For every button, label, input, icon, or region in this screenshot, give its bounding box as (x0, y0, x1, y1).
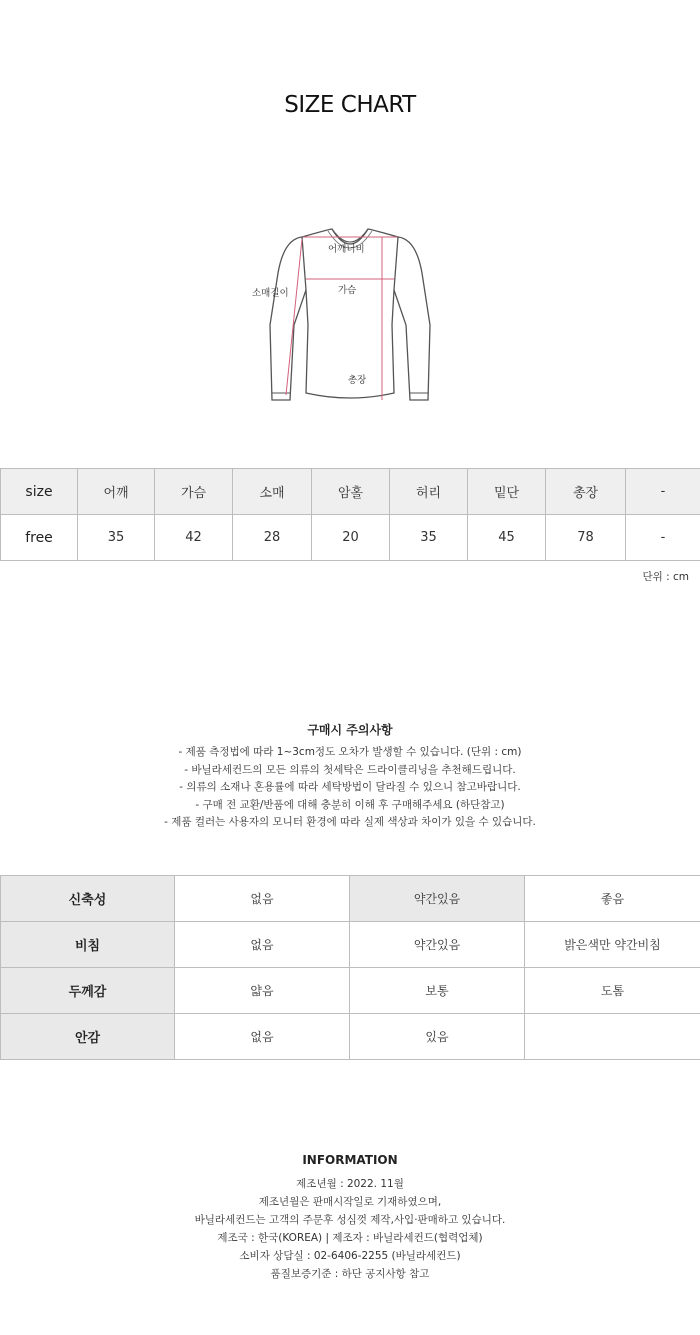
list-item: - 의류의 소재나 혼용률에 따라 세탁방법이 달라질 수 있으니 참고바랍니다. (179, 781, 521, 793)
info-line: 제조년월은 판매시작일로 기재하였으며, (258, 1196, 442, 1208)
attribute-option: 좋음 (525, 876, 700, 922)
notice-title: 구매시 주의사항 (307, 723, 393, 737)
attribute-option (525, 1014, 700, 1060)
table-cell: 78 (546, 515, 626, 561)
info-line: 바닐라세컨드는 고객의 주문후 성심껏 제작,사입·판매하고 있습니다. (194, 1214, 506, 1226)
information-title: INFORMATION (302, 1153, 398, 1167)
header-cell: 암홀 (312, 469, 390, 515)
table-cell: 28 (233, 515, 312, 561)
header-cell: 총장 (546, 469, 626, 515)
chest-label: 가슴 (338, 285, 357, 296)
attribute-option: 없음 (175, 922, 350, 968)
fabric-attributes-table (0, 875, 700, 1060)
attribute-option: 도톰 (525, 968, 700, 1014)
attribute-option: 보통 (350, 968, 525, 1014)
table-cell: 35 (78, 515, 155, 561)
attribute-option: 약간있음 (350, 876, 525, 922)
attribute-option: 얇음 (175, 968, 350, 1014)
sleeve-label: 소매길이 (252, 288, 289, 299)
info-line: 제조년월 : 2022. 11월 (296, 1178, 404, 1190)
attribute-option: 약간있음 (350, 922, 525, 968)
table-cell: 35 (390, 515, 468, 561)
header-cell: size (1, 469, 78, 515)
attribute-label: 안감 (1, 1014, 175, 1060)
attribute-label: 신축성 (1, 876, 175, 922)
unit-note: 단위 : cm (642, 571, 689, 583)
header-cell: 소매 (233, 469, 312, 515)
table-cell: free (1, 515, 78, 561)
header-cell: 밑단 (468, 469, 546, 515)
info-line: 제조국 : 한국(KOREA) | 제조자 : 바닐라세컨드(협력업체) (217, 1232, 483, 1244)
table-cell: 42 (155, 515, 233, 561)
notice-list (0, 744, 700, 832)
length-label: 총장 (348, 375, 367, 386)
table-cell: - (626, 515, 700, 561)
table-cell: 45 (468, 515, 546, 561)
list-item: - 바닐라세컨드의 모든 의류의 첫세탁은 드라이클리닝을 추천해드립니다. (184, 763, 516, 776)
info-line: 품질보증기준 : 하단 공지사항 참고 (270, 1268, 430, 1280)
information-list (0, 1175, 700, 1283)
garment-diagram (240, 215, 460, 415)
attribute-row-sheerness (1, 922, 700, 968)
attribute-label: 두께감 (1, 968, 175, 1014)
attribute-option: 있음 (350, 1014, 525, 1060)
header-cell: - (626, 469, 700, 515)
table-cell: 20 (312, 515, 390, 561)
attribute-row-stretch (1, 876, 700, 922)
attribute-option: 밝은색만 약간비침 (525, 922, 700, 968)
list-item: - 제품 측정법에 따라 1~3cm정도 오차가 발생할 수 있습니다. (단위 : cm) (178, 746, 522, 758)
attribute-row-lining (1, 1014, 700, 1060)
attribute-option: 없음 (175, 1014, 350, 1060)
header-cell: 어깨 (78, 469, 155, 515)
attribute-row-thickness (1, 968, 700, 1014)
shoulder-label: 어깨너비 (328, 244, 365, 255)
header-cell: 허리 (390, 469, 468, 515)
page-title: SIZE CHART (284, 92, 416, 118)
attribute-option: 없음 (175, 876, 350, 922)
header-cell: 가슴 (155, 469, 233, 515)
table-row (1, 515, 700, 561)
attribute-label: 비침 (1, 922, 175, 968)
list-item: - 제품 컬러는 사용자의 모니터 환경에 따라 실제 색상과 차이가 있을 수 있습니다. (164, 816, 536, 828)
info-line: 소비자 상담실 : 02-6406-2255 (바닐라세컨드) (239, 1250, 461, 1262)
size-table-header (1, 469, 700, 515)
size-table (0, 468, 700, 561)
list-item: - 구매 전 교환/반품에 대해 충분히 이해 후 구매해주세요 (하단참고) (195, 798, 505, 811)
